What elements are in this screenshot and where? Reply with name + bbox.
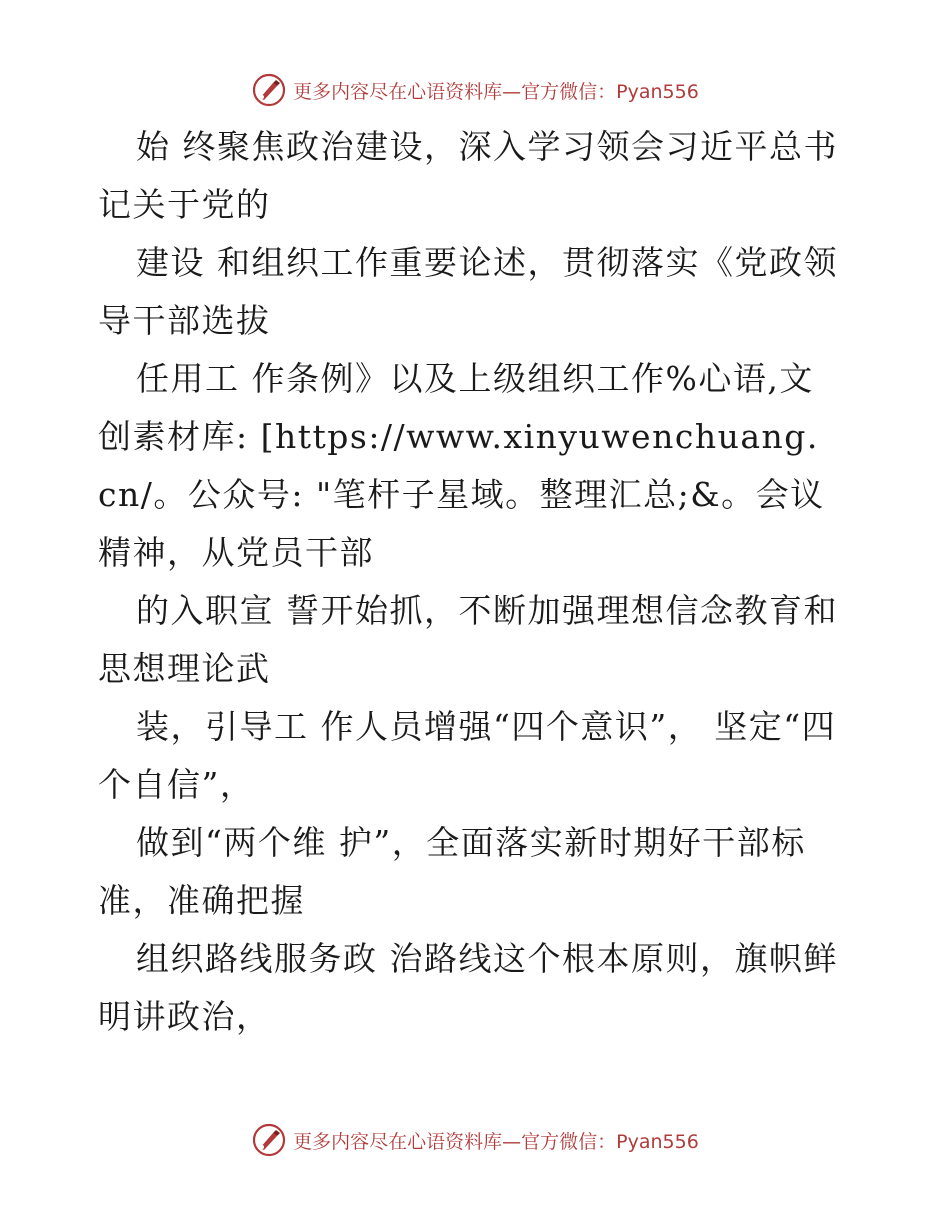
- document-body: [98, 118, 838, 1046]
- pen-logo-icon: [251, 72, 287, 108]
- paragraph-2: 建设 和组织工作重要论述，贯彻落实《党政领导干部选拔: [98, 243, 838, 340]
- paragraph-5: 装，引导工 作人员增强“四个意识”， 坚定“四个自信”，: [98, 707, 837, 804]
- header-banner: [0, 70, 950, 110]
- pen-logo-icon: [251, 1122, 287, 1158]
- paragraph-4: 的入职宣 誓开始抓，不断加强理想信念教育和思想理论武: [98, 591, 838, 688]
- paragraph-3: 任用工 作条例》以及上级组织工作%心语,文创素材库: [https://www.xinyuwenchuang.cn/。公众号: "笔杆子星域。整理汇总;&。会议精神，从党员干部: [98, 359, 825, 572]
- header-banner-text: 更多内容尽在心语资料库—官方微信：Pyan556: [293, 80, 699, 103]
- paragraph-6: 做到“两个维 护”，全面落实新时期好干部标准，准确把握: [98, 823, 806, 920]
- paragraph-1: 始 终聚焦政治建设，深入学习领会习近平总书记关于党的: [98, 127, 838, 224]
- footer-banner: [0, 1120, 950, 1160]
- footer-banner-text: 更多内容尽在心语资料库—官方微信：Pyan556: [293, 1130, 699, 1153]
- paragraph-7: 组织路线服务政 治路线这个根本原则，旗帜鲜明讲政治，: [98, 939, 838, 1036]
